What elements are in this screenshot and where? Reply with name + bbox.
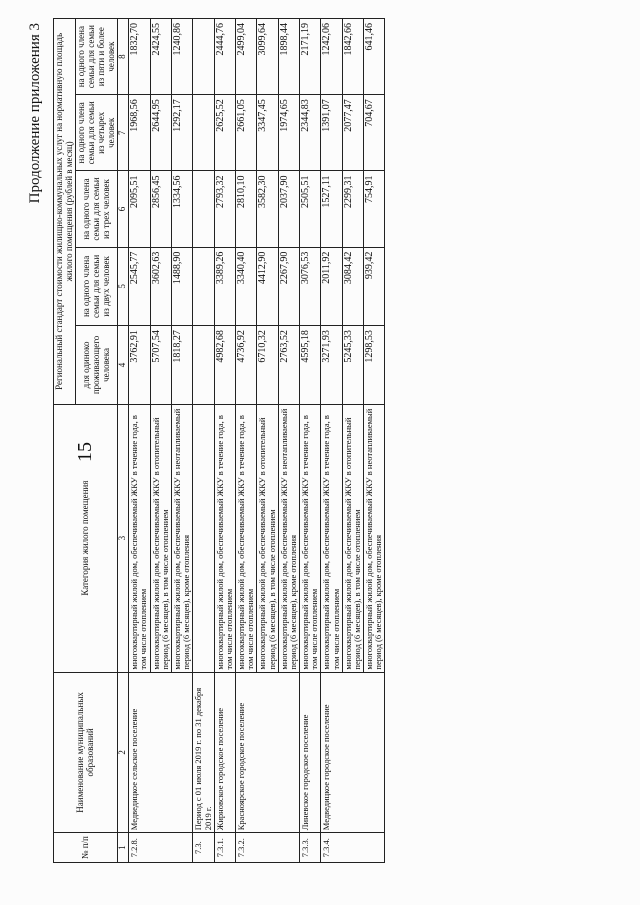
value-cell: 3389,26: [214, 247, 235, 326]
header-category: Категория жилого помещения: [54, 404, 118, 672]
value-cell: 2267,90: [278, 247, 299, 326]
value-cell: 2011,92: [321, 247, 342, 326]
header-four: на одного члена семьи для семьи из четырех человек: [76, 95, 118, 171]
value-cell: 2171,19: [300, 19, 321, 95]
value-cell: 4412,90: [257, 247, 278, 326]
row-number: 7.3.3.: [300, 833, 321, 863]
category-cell: многоквартирный жилой дом, обеспечиваемый ЖКУ в неотапливаемый период (6 месяцев), кроме отопления: [172, 404, 193, 672]
value-cell: 1391,07: [321, 95, 342, 171]
value-cell: 1842,66: [342, 19, 363, 95]
header-municipality: Наименование муниципальных образований: [54, 672, 118, 833]
colnum-5: 5: [118, 247, 129, 326]
category-cell: многоквартирный жилой дом, обеспечиваемый ЖКУ в течение года, в том числе отоплением: [214, 404, 235, 672]
header-standard: Региональный стандарт стоимости жилищно-коммунальных услуг на нормативную площадь жилого помещения (рублей в месяц): [54, 19, 76, 405]
row-number: 7.3.4.: [321, 833, 385, 863]
value-cell: 2499,04: [236, 19, 257, 95]
category-cell: многоквартирный жилой дом, обеспечиваемый ЖКУ в течение года, в том числе отоплением: [300, 404, 321, 672]
value-cell: 1974,65: [278, 95, 299, 171]
value-cell: 1292,17: [172, 95, 193, 171]
value-cell: 4736,92: [236, 326, 257, 405]
municipality-name: Красноярское городское поселение: [236, 672, 300, 833]
column-numbers-row: [118, 19, 129, 863]
value-cell: 2505,51: [300, 171, 321, 247]
value-cell: 1298,53: [364, 326, 385, 405]
period-row: [193, 19, 214, 863]
table-row: [236, 19, 257, 863]
value-cell: 2299,31: [342, 171, 363, 247]
category-cell: многоквартирный жилой дом, обеспечиваемый ЖКУ в неотапливаемый период (6 месяцев), кроме отопления: [278, 404, 299, 672]
value-cell: 5245,33: [342, 326, 363, 405]
category-cell: многоквартирный жилой дом, обеспечиваемый ЖКУ в отопительный период (6 месяцев), в том числе отоплением: [257, 404, 278, 672]
value-cell: 3347,45: [257, 95, 278, 171]
value-cell: 1968,56: [129, 95, 150, 171]
header-two: на одного члена семьи для семьи из двух человек: [76, 247, 118, 326]
category-cell: многоквартирный жилой дом, обеспечиваемый ЖКУ в течение года, в том числе отоплением: [236, 404, 257, 672]
table-row: [214, 19, 235, 863]
value-cell: 2444,76: [214, 19, 235, 95]
colnum-1: 1: [118, 833, 129, 863]
category-cell: многоквартирный жилой дом, обеспечиваемый ЖКУ в отопительный период (6 месяцев), в том числе отоплением: [150, 404, 171, 672]
municipality-name: Линевское городское поселение: [300, 672, 321, 833]
value-cell: 2037,90: [278, 171, 299, 247]
category-cell: многоквартирный жилой дом, обеспечиваемый ЖКУ в отопительный период (6 месяцев), в том числе отоплением: [342, 404, 363, 672]
municipality-name: Жирновское городское поселение: [214, 672, 235, 833]
value-cell: 2095,51: [129, 171, 150, 247]
value-cell: 1832,70: [129, 19, 150, 95]
value-cell: 4982,68: [214, 326, 235, 405]
value-cell: 5707,54: [150, 326, 171, 405]
rotated-sheet: [20, 17, 620, 887]
value-cell: 939,42: [364, 247, 385, 326]
colnum-2: 2: [118, 672, 129, 833]
value-cell: 2424,55: [150, 19, 171, 95]
value-cell: 2625,52: [214, 95, 235, 171]
value-cell: 3602,63: [150, 247, 171, 326]
value-cell: 1818,27: [172, 326, 193, 405]
value-cell: 641,46: [364, 19, 385, 95]
value-cell: 6710,32: [257, 326, 278, 405]
value-cell: 1488,90: [172, 247, 193, 326]
row-number: 7.3.: [193, 833, 214, 863]
category-cell: многоквартирный жилой дом, обеспечиваемый ЖКУ в течение года, в том числе отоплением: [321, 404, 342, 672]
value-cell: 3271,93: [321, 326, 342, 405]
value-cell: 2763,52: [278, 326, 299, 405]
colnum-6: 6: [118, 171, 129, 247]
value-cell: 1240,86: [172, 19, 193, 95]
period-text: Период с 01 июля 2019 г. по 31 декабря 2019 г.: [193, 672, 214, 833]
value-cell: 1898,44: [278, 19, 299, 95]
value-cell: 3099,64: [257, 19, 278, 95]
value-cell: 2661,05: [236, 95, 257, 171]
colnum-7: 7: [118, 95, 129, 171]
header-single: для одиноко проживающего человека: [76, 326, 118, 405]
value-cell: 2545,77: [129, 247, 150, 326]
value-cell: 2810,10: [236, 171, 257, 247]
value-cell: 2644,95: [150, 95, 171, 171]
municipality-name: Медведицкое городское поселение: [321, 672, 385, 833]
value-cell: 1242,06: [321, 19, 342, 95]
value-cell: 2793,32: [214, 171, 235, 247]
colnum-4: 4: [118, 326, 129, 405]
table-row: [129, 19, 150, 863]
colnum-8: 8: [118, 19, 129, 95]
value-cell: 3340,40: [236, 247, 257, 326]
page-number: 15: [74, 442, 96, 462]
value-cell: 3582,30: [257, 171, 278, 247]
value-cell: 1527,11: [321, 171, 342, 247]
value-cell: 3084,42: [342, 247, 363, 326]
table-row: [300, 19, 321, 863]
housing-standards-table: [53, 18, 385, 863]
value-cell: 754,91: [364, 171, 385, 247]
value-cell: 4595,18: [300, 326, 321, 405]
category-cell: многоквартирный жилой дом, обеспечиваемый ЖКУ в неотапливаемый период (6 месяцев), кроме отопления: [364, 404, 385, 672]
value-cell: 704,67: [364, 95, 385, 171]
value-cell: 3762,91: [129, 326, 150, 405]
header-number: № п/п: [54, 833, 118, 863]
municipality-name: Медведицкое сельское поселение: [129, 672, 193, 833]
header-three: на одного члена семьи для семьи из трех человек: [76, 171, 118, 247]
row-number: 7.3.1.: [214, 833, 235, 863]
header-five: на одного члена семьи для семьи из пяти и более человек: [76, 19, 118, 95]
value-cell: 2077,47: [342, 95, 363, 171]
category-cell: многоквартирный жилой дом, обеспечиваемый ЖКУ в течение года, в том числе отоплением: [129, 404, 150, 672]
colnum-3: 3: [118, 404, 129, 672]
value-cell: 2344,83: [300, 95, 321, 171]
row-number: 7.3.2.: [236, 833, 300, 863]
appendix-subtitle: Продолжение приложения 3: [27, 23, 43, 204]
value-cell: 1334,56: [172, 171, 193, 247]
table-row: [321, 19, 342, 863]
row-number: 7.2.8.: [129, 833, 193, 863]
value-cell: 2856,45: [150, 171, 171, 247]
value-cell: 3076,53: [300, 247, 321, 326]
